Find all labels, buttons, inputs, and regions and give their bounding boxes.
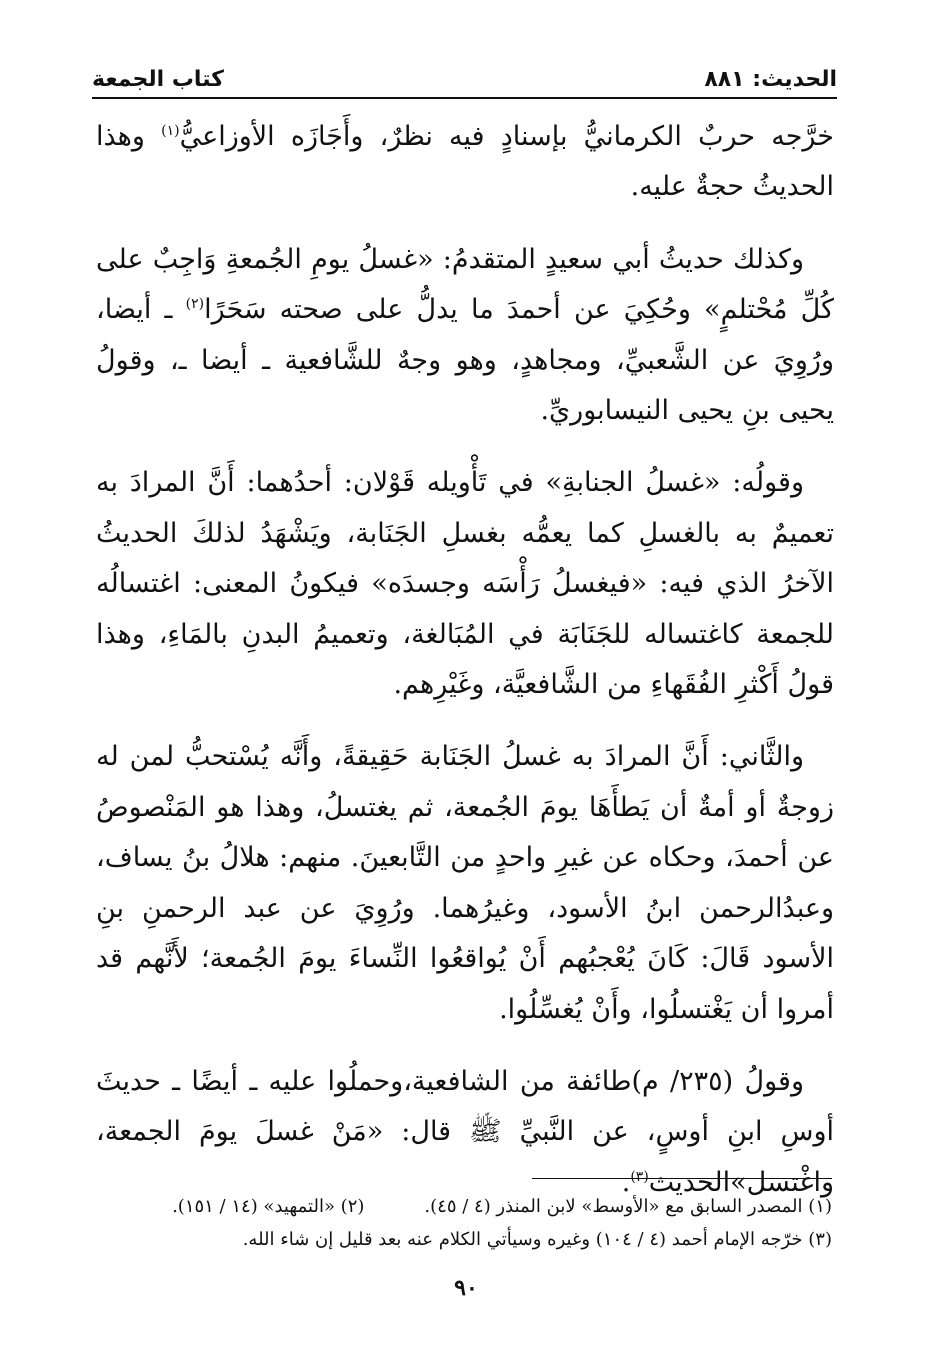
paragraph-3-text: وقولُه: «غسلُ الجنابةِ» في تَأْويله قَوْلان: أحدُهما: أَنَّ المرادَ به تعميمٌ به بالغسلِ كما يعمُّه بغسلِ الجَنَابة، ويَشْهَدُ لذلكَ الحديثُ الآخرُ الذي فيه: «فيغسلُ رَأْسَه وجسدَه» فيكونُ المعنى: اغتسالُه للجمعة كاغتساله للجَنَابَة في المُبَالغة، وتعميمُ البدنِ بالمَاءِ، وهذا قولُ أَكْثرِ الفُقَهاءِ من الشَّافعيَّة، وغَيْرِهم. <box>96 467 834 701</box>
paragraph-5-text-end: . <box>621 1166 631 1198</box>
paragraph-1-text: خرَّجه حربٌ الكرمانيُّ بإسنادٍ فيه نظرٌ، وأَجَازَه الأوزاعيُّ <box>179 121 834 152</box>
running-header <box>92 60 837 92</box>
footnotes <box>140 1190 832 1256</box>
header-divider <box>92 97 837 99</box>
book-title: كتاب الجمعة <box>92 67 224 92</box>
footnote-2: (٢) «التمهيد» (١٤ / ١٥١). <box>172 1196 365 1217</box>
paragraph-5 <box>96 1057 834 1208</box>
paragraph-3 <box>96 458 834 710</box>
paragraph-4-text: والثَّاني: أَنَّ المرادَ به غسلُ الجَنَابة حَقِيقةً، وأَنَّه يُسْتحبُّ لمن له زوجةٌ أو أمةٌ أن يَطأَهَا يومَ الجُمعة، ثم يغتسلُ، وهذا هو المَنْصوصُ عن أحمدَ، وحكاه عن غيرِ واحدٍ من التَّابعينَ. منهم: هلالُ بنُ يساف، وعبدُالرحمن ابنُ الأسود، وغيرُهما. ورُوِيَ عن عبد الرحمنِ بنِ الأسود قَالَ: كَانَ يُعْجبُهم أَنْ يُواقعُوا النِّساءَ يومَ الجُمعة؛ لأَنَّهم قد أمروا أن يَغْتسلُوا، وأَنْ يُغسِّلُوا. <box>96 741 834 1025</box>
paragraph-1 <box>96 112 834 213</box>
paragraph-1-text-end: وهذا الحديثُ حجةٌ عليه. <box>96 121 834 203</box>
footnote-ref-2: (٢) <box>185 296 205 313</box>
footnote-ref-3: (٣) <box>630 1168 649 1185</box>
paragraph-2 <box>96 235 834 437</box>
hadith-number-label: الحديث: ٨٨١ <box>704 67 837 92</box>
page-number: ٩٠ <box>454 1275 478 1301</box>
footnote-1: (١) المصدر السابق مع «الأوسط» لابن المنذر (٤ / ٤٥). <box>424 1196 832 1217</box>
paragraph-5-text: وقولُ (٢٣٥/ م)طائفة من الشافعية،وحملُوا عليه ـ أيضًا ـ حديثَ أوسِ ابنِ أوسٍ، عن النَّبيِّ ﷺ قال: «مَنْ غسلَ يومَ الجمعة، واغْتسل»الحديث <box>96 1065 834 1198</box>
footnote-3: (٣) خرّجه الإمام أحمد (٤ / ١٠٤) وغيره وسيأتي الكلام عنه بعد قليل إن شاء الله. <box>242 1229 832 1250</box>
footnote-row <box>140 1190 832 1223</box>
paragraph-2-text-end: ـ أيضا، ورُوِيَ عن الشَّعبيِّ، ومجاهدٍ، وهو وجهٌ للشَّافعية ـ أيضا ـ، وقولُ يحيى بنِ يحيى النيسابوريِّ. <box>96 294 834 427</box>
main-text <box>96 112 834 1230</box>
paragraph-4 <box>96 732 834 1034</box>
paragraph-2-text: وكذلك حديثُ أبي سعيدٍ المتقدمُ: «غسلُ يومِ الجُمعةِ وَاجِبٌ على كُلِّ مُحْتلمٍ» وحُكِيَ عن أحمدَ ما يدلُّ على صحته سَحَرًا <box>96 243 834 326</box>
footnote-ref-1: (١) <box>161 123 180 139</box>
footnote-divider <box>532 1178 832 1179</box>
